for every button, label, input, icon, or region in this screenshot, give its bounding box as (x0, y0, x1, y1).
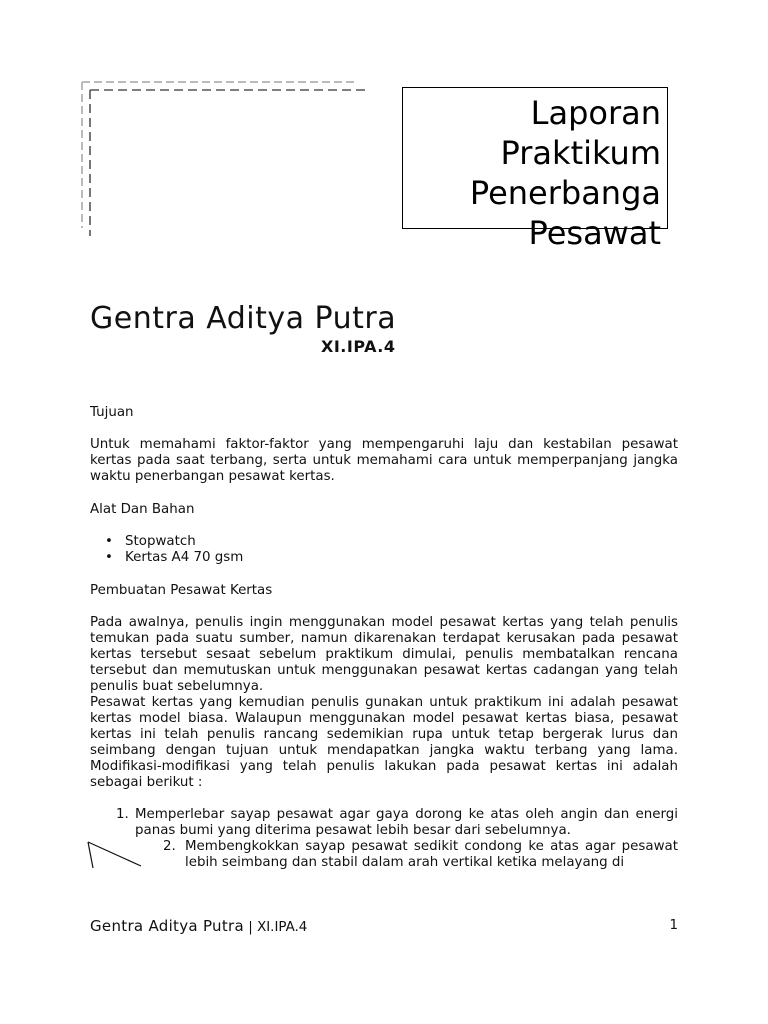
footer-author: Gentra Aditya Putra (90, 917, 245, 935)
section-heading-tujuan: Tujuan (90, 405, 134, 420)
title-line-4: Pesawat (528, 214, 661, 252)
item-text: Membengkokkan sayap pesawat sedikit condong ke atas agar pesawat lebih seimbang dan stabil dalam arah vertikal ketika melayang di (185, 839, 678, 870)
title-line-1: Laporan (530, 94, 661, 132)
equipment-list (90, 534, 243, 566)
paragraph-tujuan: Untuk memahami faktor-faktor yang mempengaruhi laju dan kestabilan pesawat kertas pada saat terbang, serta untuk memahami cara untuk memperpanjang jangka waktu penerbangan pesawat kertas. (90, 437, 678, 484)
numbered-item-2 (163, 839, 678, 873)
item-number: 1. (116, 807, 129, 822)
paragraph-pembuatan-1: Pada awalnya, penulis ingin menggunakan model pesawat kertas yang telah penulis temukan pada suatu sumber, namun dikarenakan terdapat kerusakan pada pesawat kertas tersebut sesaat sebelum praktikum dimulai, penulis membatalkan rencana tersebut dan memutuskan untuk menggunakan pesawat kertas cadangan yang telah penulis buat sebelumnya. (90, 615, 678, 694)
page-number: 1 (669, 918, 678, 933)
item-number: 2. (163, 839, 176, 854)
section-heading-pembuatan: Pembuatan Pesawat Kertas (90, 583, 273, 598)
corner-decoration (78, 78, 378, 238)
title-box (402, 87, 668, 252)
section-heading-alat: Alat Dan Bahan (90, 502, 195, 517)
bullet-icon: • (105, 534, 113, 549)
page-footer (90, 916, 678, 936)
author-name: Gentra Aditya Putra (90, 301, 397, 336)
footer-separator: | (248, 920, 253, 935)
item-text: Memperlebar sayap pesawat agar gaya dorong ke atas oleh angin dan energi panas bumi yang diterima pesawat lebih besar dari sebelumnya. (135, 807, 678, 838)
list-item-label: Kertas A4 70 gsm (125, 550, 244, 565)
paragraph-pembuatan-2: Pesawat kertas yang kemudian penulis gunakan untuk praktikum ini adalah pesawat kertas model biasa. Walaupun menggunakan model pesawat kertas biasa, pesawat kertas ini telah penulis rancang sedemikian rupa untuk tetap bergerak lurus dan seimbang dengan tujuan untuk mendapatkan jangka waktu terbang yang lama. Modifikasi-modifikasi yang telah penulis lakukan pada pesawat kertas ini adalah sebagai berikut : (90, 695, 678, 790)
list-item-label: Stopwatch (125, 534, 196, 549)
title-line-3: Penerbanga (469, 174, 661, 212)
list-item (90, 534, 243, 550)
list-item (90, 550, 243, 566)
footer-class-label: XI.IPA.4 (257, 920, 308, 935)
wing-sketch-drawing (86, 838, 146, 872)
bullet-icon: • (105, 550, 113, 565)
class-label: XI.IPA.4 (321, 337, 396, 356)
title-line-2: Praktikum (500, 134, 661, 172)
numbered-item-1 (116, 807, 678, 839)
